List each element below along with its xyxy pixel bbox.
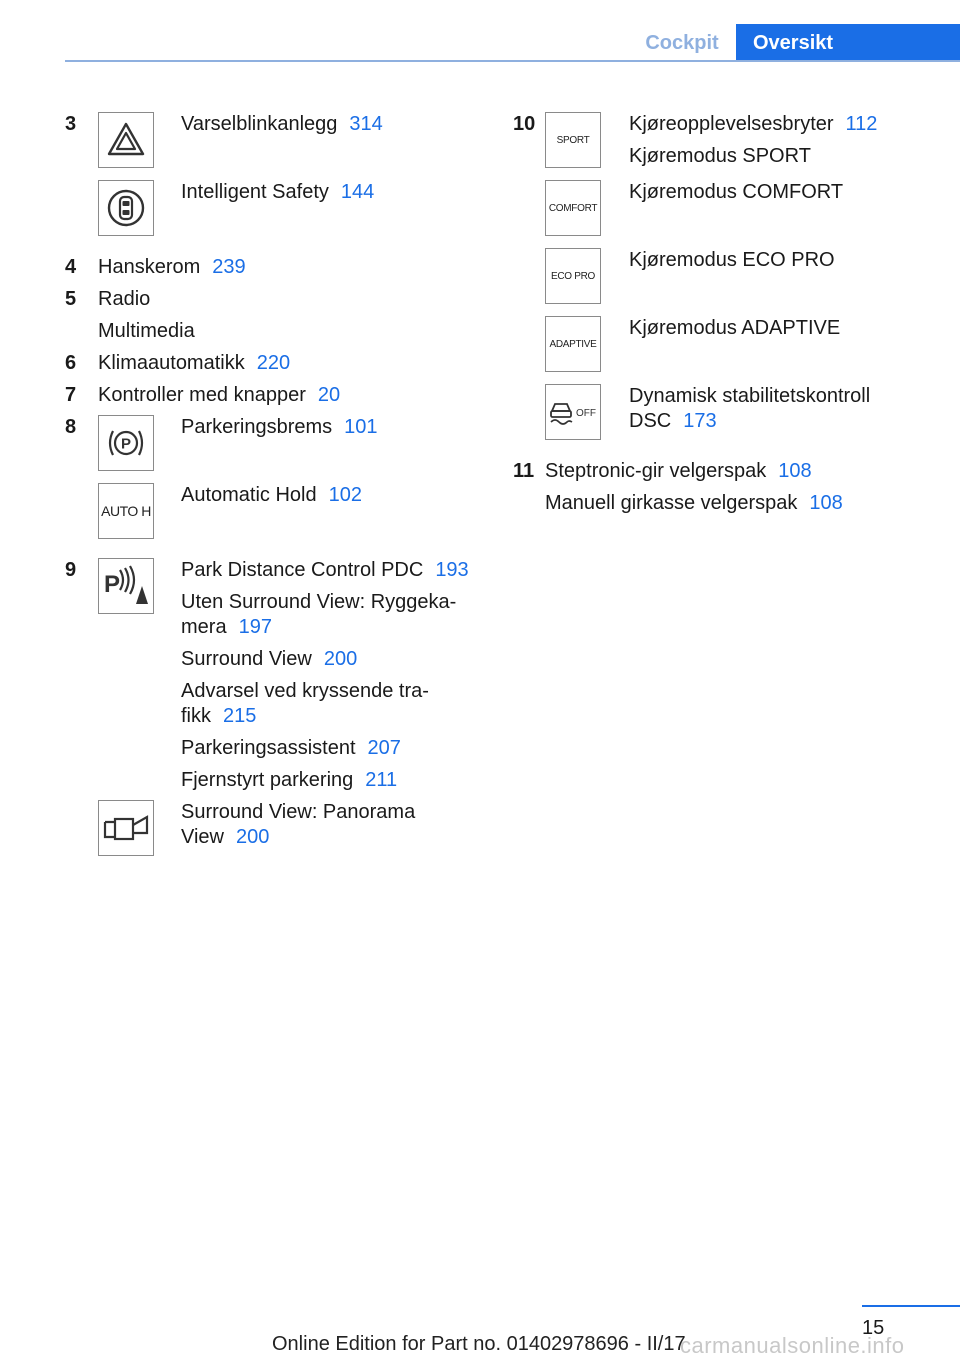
- entry-panorama-view-cont: View 200: [181, 826, 270, 848]
- sport-mode-icon: SPORT: [545, 112, 601, 168]
- entry-kjoreopplevelsesbryter: Kjøreopplevelsesbryter 112: [629, 113, 878, 135]
- watermark: carmanualsonline.info: [680, 1333, 905, 1358]
- page-link[interactable]: 144: [340, 181, 375, 203]
- entry-manuell-girkasse: Manuell girkasse velgerspak 108: [545, 492, 843, 514]
- entry-kjoremodus-adaptive: Kjøremodus ADAPTIVE: [629, 317, 841, 339]
- hazard-warning-icon: [98, 112, 154, 168]
- page-number: 15: [862, 1317, 885, 1339]
- page-link[interactable]: 207: [367, 737, 401, 759]
- entry-automatic-hold: Automatic Hold 102: [181, 484, 362, 506]
- item-number-6: 6: [65, 352, 77, 374]
- page-link[interactable]: 215: [223, 705, 257, 727]
- entry-kjoremodus-sport: Kjøremodus SPORT: [629, 145, 811, 167]
- entry-ryggekamera-cont: mera 197: [181, 616, 272, 638]
- page-link[interactable]: 108: [809, 492, 843, 514]
- entry-dsc-cont: DSC 173: [629, 410, 717, 432]
- tab-oversikt[interactable]: Oversikt: [736, 24, 960, 62]
- entry-klimaautomatikk: Klimaautomatikk 220: [98, 352, 291, 374]
- page-link[interactable]: 200: [236, 826, 270, 848]
- entry-park-distance-control: Park Distance Control PDC 193: [181, 559, 469, 581]
- entry-kontroller-med-knapper: Kontroller med knapper 20: [98, 384, 341, 406]
- entry-surround-view: Surround View 200: [181, 648, 358, 670]
- page-link[interactable]: 101: [344, 416, 378, 438]
- entry-panorama-view: Surround View: Panorama: [181, 801, 416, 823]
- footer-divider: [862, 1305, 960, 1307]
- tab-cockpit[interactable]: Cockpit: [645, 32, 719, 54]
- page-link[interactable]: 102: [328, 484, 362, 506]
- entry-hanskerom: Hanskerom 239: [98, 256, 246, 278]
- page-link[interactable]: 239: [212, 256, 246, 278]
- entry-parkeringsbrems: Parkeringsbrems 101: [181, 416, 378, 438]
- entry-kryssende-trafikk: Advarsel ved kryssende tra-: [181, 680, 429, 702]
- page-link[interactable]: 211: [365, 769, 398, 791]
- item-number-9: 9: [65, 559, 77, 581]
- item-number-3: 3: [65, 113, 77, 135]
- svg-text:OFF: OFF: [576, 408, 596, 419]
- entry-radio: Radio: [98, 288, 151, 310]
- dsc-off-icon: [545, 384, 601, 440]
- page-link[interactable]: 220: [256, 352, 291, 374]
- svg-text:P: P: [104, 571, 121, 598]
- entry-intelligent-safety: Intelligent Safety 144: [181, 181, 375, 203]
- page-link[interactable]: 193: [435, 559, 469, 581]
- park-distance-control-icon: [98, 558, 154, 614]
- item-number-10: 10: [513, 113, 536, 135]
- panorama-view-icon: [98, 800, 154, 856]
- item-number-11: 11: [513, 460, 535, 482]
- comfort-mode-icon: COMFORT: [545, 180, 601, 236]
- intelligent-safety-icon: [98, 180, 154, 236]
- entry-steptronic: Steptronic-gir velgerspak 108: [545, 460, 812, 482]
- item-number-8: 8: [65, 416, 77, 438]
- entry-ryggekamera: Uten Surround View: Ryggeka-: [181, 591, 457, 613]
- entry-kryssende-trafikk-cont: fikk 215: [181, 705, 257, 727]
- page-link[interactable]: 20: [317, 384, 341, 406]
- entry-multimedia: Multimedia: [98, 320, 195, 342]
- eco-pro-mode-icon: ECO PRO: [545, 248, 601, 304]
- entry-kjoremodus-eco-pro: Kjøremodus ECO PRO: [629, 249, 835, 271]
- adaptive-mode-icon: ADAPTIVE: [545, 316, 601, 372]
- edition-text: Online Edition for Part no. 01402978696 - II/17: [272, 1333, 686, 1355]
- page-link[interactable]: 112: [845, 113, 878, 135]
- entry-fjernstyrt-parkering: Fjernstyrt parkering 211: [181, 769, 398, 791]
- page-link[interactable]: 314: [349, 113, 383, 135]
- page-link[interactable]: 108: [778, 460, 812, 482]
- svg-text:P: P: [120, 435, 132, 453]
- entry-dsc: Dynamisk stabilitetskontroll: [629, 385, 871, 407]
- parking-brake-icon: [98, 415, 154, 471]
- item-number-5: 5: [65, 288, 77, 310]
- page-link[interactable]: 197: [238, 616, 272, 638]
- header-divider: [65, 60, 960, 62]
- entry-kjoremodus-comfort: Kjøremodus COMFORT: [629, 181, 844, 203]
- entry-varselblinkanlegg: Varselblinkanlegg 314: [181, 113, 383, 135]
- item-number-4: 4: [65, 256, 77, 278]
- entry-parkeringsassistent: Parkeringsassistent 207: [181, 737, 401, 759]
- item-number-7: 7: [65, 384, 77, 406]
- page-link[interactable]: 200: [323, 648, 358, 670]
- auto-hold-icon: AUTO H: [98, 483, 154, 539]
- page-link[interactable]: 173: [683, 410, 717, 432]
